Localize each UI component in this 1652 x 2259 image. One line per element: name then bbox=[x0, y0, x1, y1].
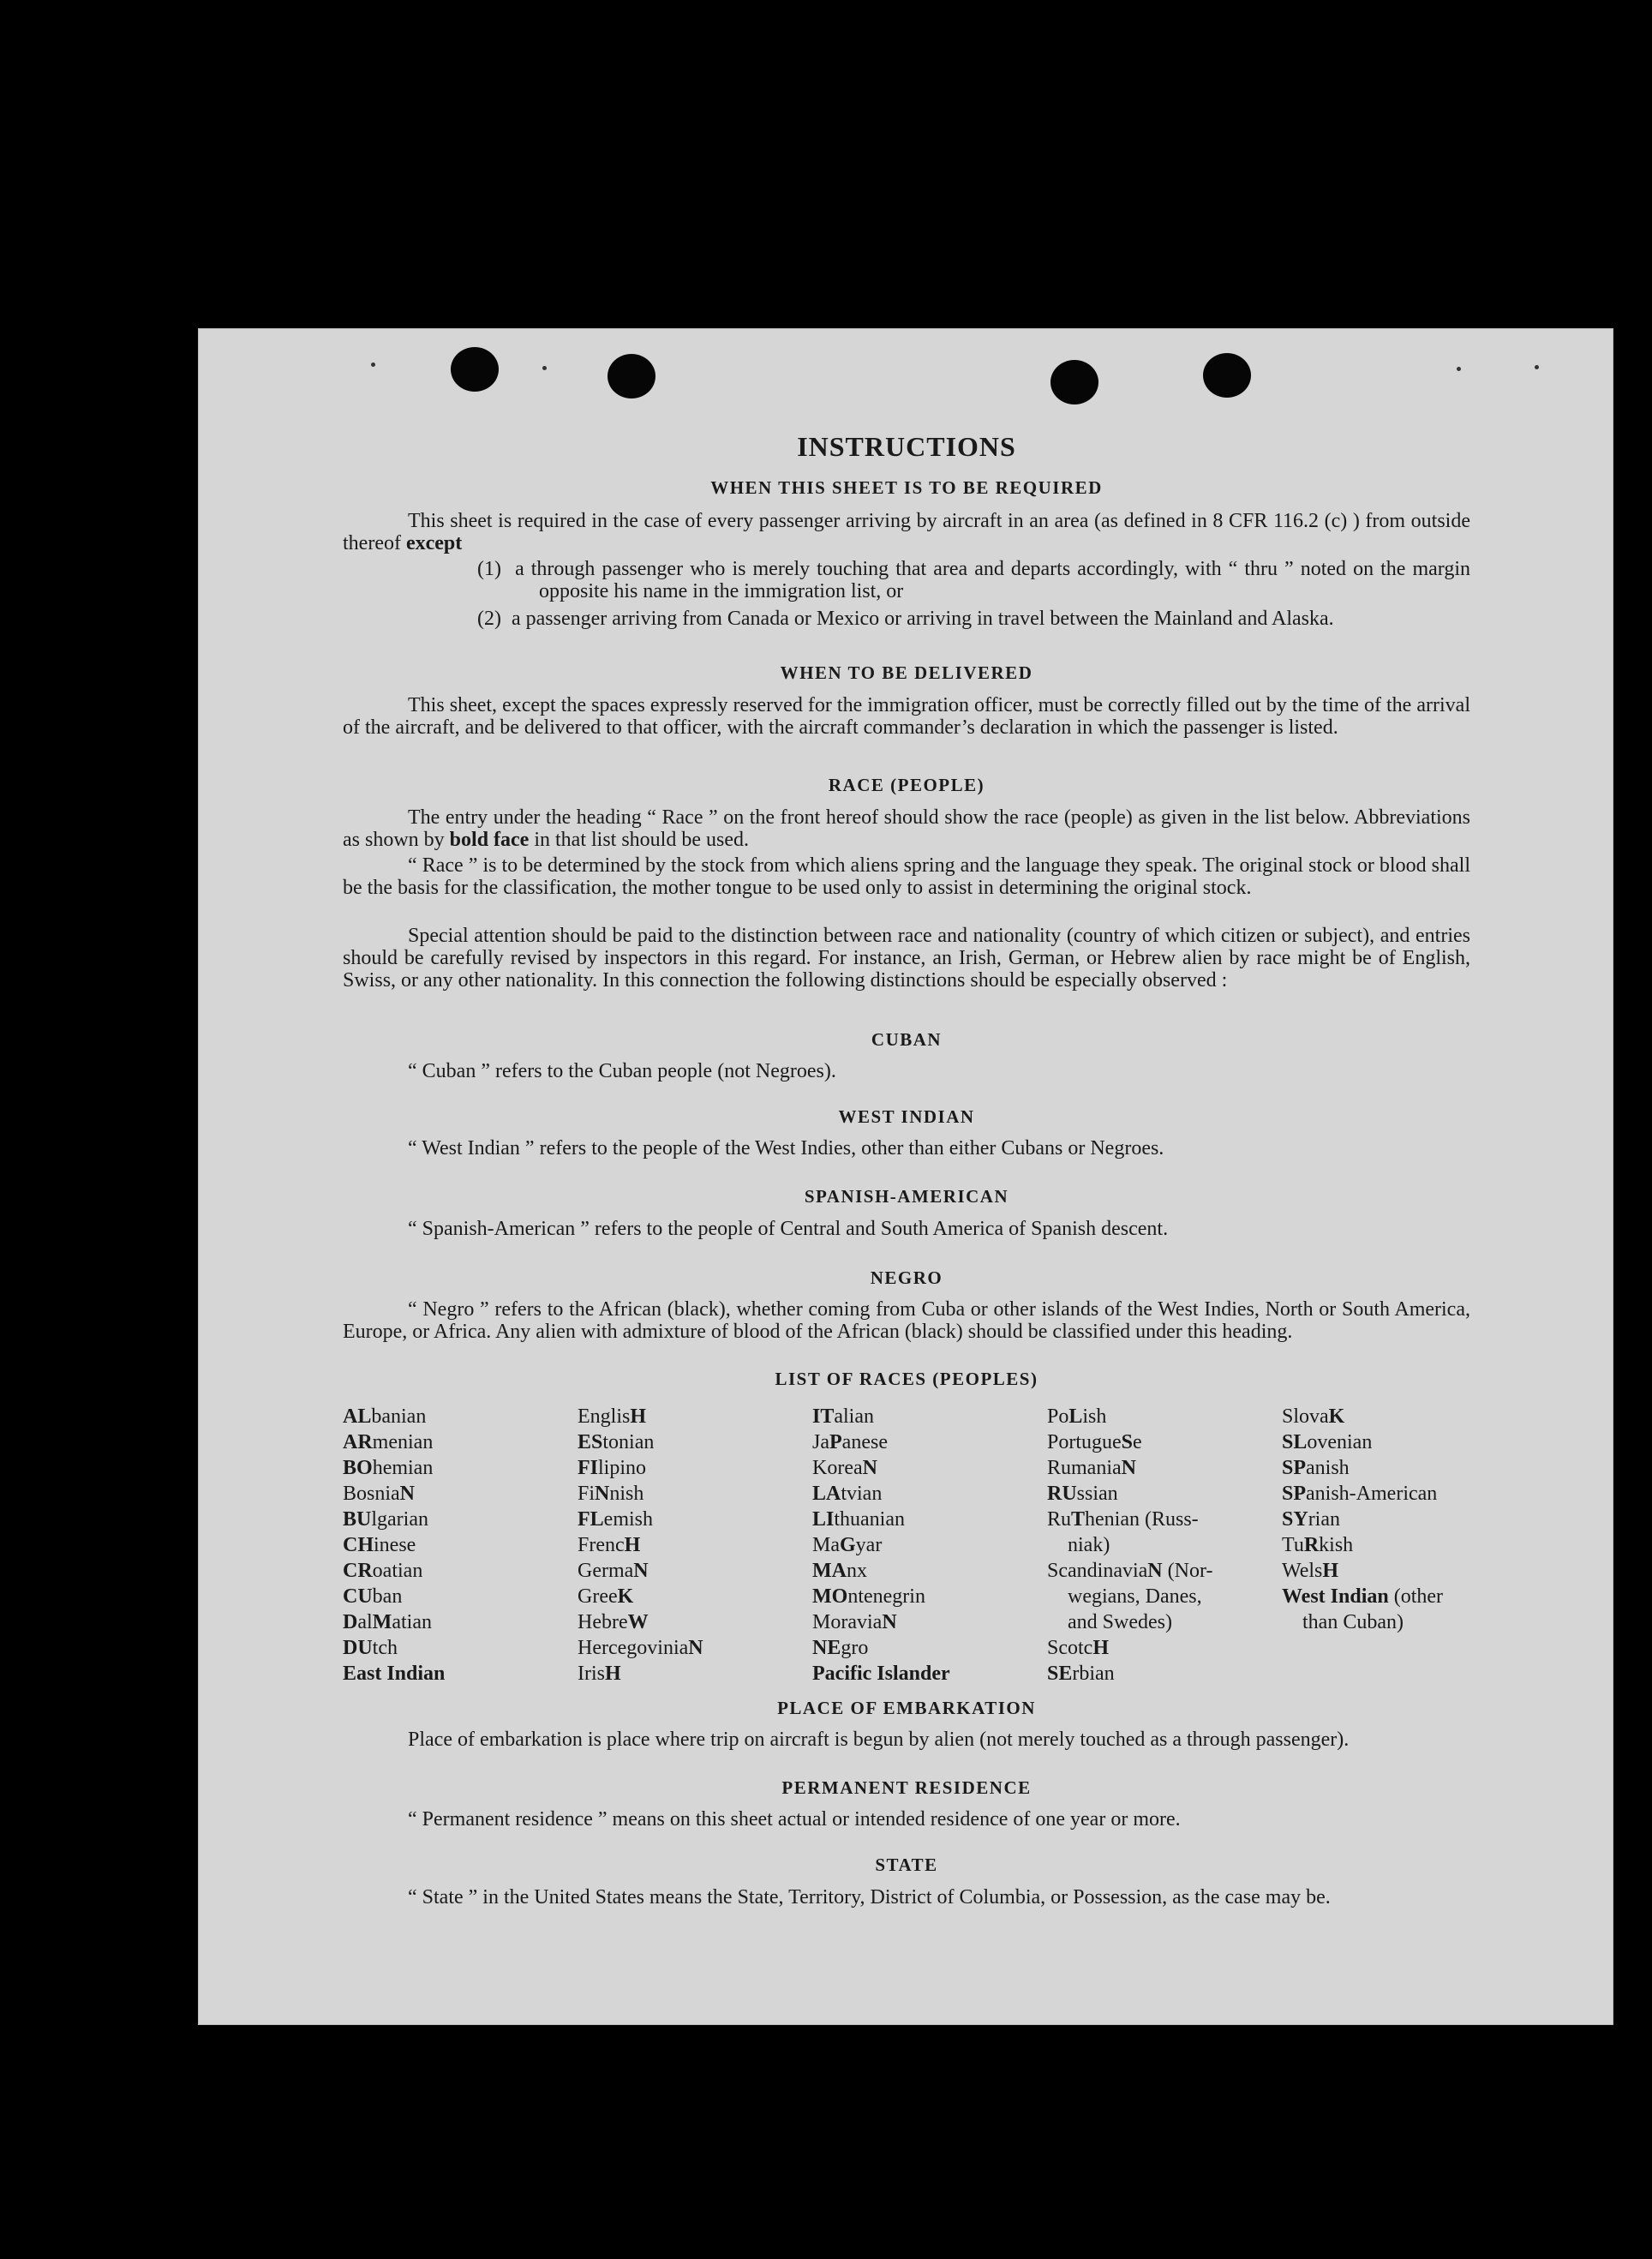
heading-delivered: WHEN TO BE DELIVERED bbox=[780, 662, 1033, 683]
heading-race: RACE (PEOPLE) bbox=[828, 775, 985, 795]
punch-hole bbox=[608, 354, 655, 398]
heading-cuban: CUBAN bbox=[871, 1029, 943, 1050]
race-text: ntenegrin bbox=[847, 1585, 925, 1608]
race-text: Ru bbox=[1047, 1508, 1072, 1531]
race-text: henian (Russ- bbox=[1085, 1508, 1199, 1531]
race-text: Hebre bbox=[578, 1611, 628, 1633]
race-text: Germa bbox=[578, 1560, 634, 1582]
race-entry bbox=[578, 1481, 809, 1507]
race-text: Fi bbox=[578, 1483, 596, 1505]
race-entry bbox=[578, 1609, 809, 1635]
required-item-1 bbox=[477, 558, 1470, 602]
race-text: Tu bbox=[1282, 1534, 1304, 1556]
instruction-sheet bbox=[198, 328, 1613, 2025]
race-entry bbox=[1282, 1584, 1513, 1609]
race-entry bbox=[343, 1609, 574, 1635]
race-text: hemian bbox=[372, 1457, 434, 1479]
race-paragraph-1 bbox=[343, 806, 1470, 851]
race-entry bbox=[1047, 1661, 1278, 1687]
race-text: Wels bbox=[1282, 1560, 1323, 1582]
race-text: thuanian bbox=[834, 1508, 905, 1531]
required-item-2 bbox=[477, 608, 1470, 630]
race-abbrev: Pacific Islander bbox=[812, 1663, 950, 1685]
race-abbrev: MO bbox=[812, 1585, 848, 1608]
race-entry bbox=[812, 1455, 1044, 1481]
race-entry bbox=[812, 1584, 1044, 1609]
race-entry bbox=[343, 1635, 574, 1661]
race-abbrev: CH bbox=[343, 1534, 374, 1556]
race-entry bbox=[1282, 1609, 1513, 1635]
heading-west-indian: WEST INDIAN bbox=[838, 1106, 975, 1127]
races-column bbox=[343, 1404, 574, 1687]
race-abbrev: K bbox=[1328, 1405, 1345, 1428]
race-entry bbox=[812, 1429, 1044, 1455]
race-abbrev: D bbox=[343, 1611, 358, 1633]
race-text: Frenc bbox=[578, 1534, 625, 1556]
race-abbrev: N bbox=[688, 1637, 703, 1659]
race-text: ish bbox=[1082, 1405, 1107, 1428]
race-text: emish bbox=[603, 1508, 653, 1531]
race-abbrev: N bbox=[633, 1560, 649, 1582]
race-abbrev: M bbox=[372, 1611, 392, 1633]
race-text: anish-American bbox=[1306, 1483, 1438, 1505]
race-entry bbox=[343, 1455, 574, 1481]
punch-hole bbox=[451, 347, 499, 392]
race-text: ovenian bbox=[1307, 1431, 1373, 1453]
race-abbrev: T bbox=[1071, 1508, 1086, 1531]
race-text: and Swedes) bbox=[1068, 1611, 1172, 1633]
race-entry bbox=[578, 1532, 809, 1558]
race-abbrev: SP bbox=[1282, 1483, 1307, 1505]
race-abbrev: H bbox=[1092, 1637, 1109, 1659]
race-abbrev: R bbox=[1303, 1534, 1320, 1556]
race-text: ban bbox=[372, 1585, 403, 1608]
races-column bbox=[578, 1404, 809, 1687]
speck bbox=[1535, 365, 1539, 369]
race-entry bbox=[1282, 1429, 1513, 1455]
race-entry bbox=[812, 1507, 1044, 1532]
race-text: Hercegovinia bbox=[578, 1637, 689, 1659]
race-paragraph-3: Special attention should be paid to the distinction between race and nationality (country of which citizen or subject), and entries should be carefully revised by inspectors in this regard. For instance, an Irish, German, or Hebrew alien by race might be of English, Swiss, or any other nationality. In this connection the following distinctions should be especially observed : bbox=[343, 925, 1470, 992]
race-abbrev: FI bbox=[578, 1457, 598, 1479]
negro-text: “ Negro ” refers to the African (black), whether coming from Cuba or other islands of the West Indies, North or South America, Europe, or Africa. Any alien with admixture of blood of the African (black) should be classified under this heading. bbox=[343, 1298, 1470, 1343]
required-intro-text: This sheet is required in the case of every passenger arriving by aircraft in an area (as defined in 8 CFR 116.2 (c) ) from outside thereof bbox=[343, 510, 1470, 554]
race-abbrev: G bbox=[840, 1534, 856, 1556]
race-abbrev: S bbox=[1121, 1431, 1134, 1453]
race-entry bbox=[1047, 1455, 1278, 1481]
race-text: Ma bbox=[812, 1534, 840, 1556]
race-entry bbox=[1282, 1558, 1513, 1584]
race-abbrev: LI bbox=[812, 1508, 835, 1531]
item-number: (1) bbox=[477, 558, 501, 580]
race-text: than Cuban) bbox=[1302, 1611, 1404, 1633]
spanish-american-text: “ Spanish-American ” refers to the people of Central and South America of Spanish descent. bbox=[408, 1218, 1169, 1240]
page-title: INSTRUCTIONS bbox=[797, 431, 1016, 462]
race-text: wegians, Danes, bbox=[1068, 1585, 1202, 1608]
race-text: Bosnia bbox=[343, 1483, 400, 1505]
race-entry bbox=[578, 1429, 809, 1455]
race-entry bbox=[578, 1455, 809, 1481]
race-entry bbox=[343, 1404, 574, 1429]
race-abbrev: CR bbox=[343, 1560, 373, 1582]
race-entry bbox=[1282, 1404, 1513, 1429]
race-text: Po bbox=[1047, 1405, 1069, 1428]
heading-negro: NEGRO bbox=[870, 1267, 943, 1288]
race-abbrev: N bbox=[1121, 1457, 1136, 1479]
race-text: anish bbox=[1306, 1457, 1350, 1479]
race-abbrev: East Indian bbox=[343, 1663, 446, 1685]
race-entry bbox=[343, 1584, 574, 1609]
race-entry bbox=[812, 1532, 1044, 1558]
race-text: (other bbox=[1388, 1585, 1444, 1608]
race-entry bbox=[578, 1661, 809, 1687]
race-text: al bbox=[357, 1611, 373, 1633]
heading-races-list: LIST OF RACES (PEOPLES) bbox=[775, 1369, 1038, 1389]
race-abbrev: MA bbox=[812, 1560, 847, 1582]
embarkation-text: Place of embarkation is place where trip on aircraft is begun by alien (not merely touched as a through passenger). bbox=[408, 1729, 1350, 1751]
required-intro-bold: except bbox=[405, 532, 463, 554]
race-abbrev: NE bbox=[812, 1637, 841, 1659]
race-text: nx bbox=[846, 1560, 867, 1582]
punch-hole bbox=[1050, 360, 1098, 404]
race-abbrev: AL bbox=[343, 1405, 372, 1428]
race-paragraph-2: “ Race ” is to be determined by the stock from which aliens spring and the language they speak. The original stock or blood shall be the basis for the classification, the mother tongue to be used only to assist in determining the original stock. bbox=[343, 854, 1470, 899]
residence-text: “ Permanent residence ” means on this sheet actual or intended residence of one year or more. bbox=[408, 1808, 1181, 1831]
race-text: menian bbox=[372, 1431, 434, 1453]
race-abbrev: CU bbox=[343, 1585, 373, 1608]
race-abbrev: P bbox=[829, 1431, 842, 1453]
race-text: kish bbox=[1319, 1534, 1354, 1556]
race-p1-text-end: in that list should be used. bbox=[534, 829, 749, 851]
race-entry bbox=[1282, 1507, 1513, 1532]
race-entry bbox=[578, 1507, 809, 1532]
race-abbrev: H bbox=[605, 1663, 621, 1685]
race-abbrev: SY bbox=[1282, 1508, 1308, 1531]
delivered-text: This sheet, except the spaces expressly reserved for the immigration officer, must be correctly filled out by the time of the arrival of the aircraft, and be delivered to that officer, with the aircraft commander’s declaration in which the passenger is listed. bbox=[343, 694, 1470, 739]
race-text: atian bbox=[392, 1611, 432, 1633]
race-text: Gree bbox=[578, 1585, 618, 1608]
race-abbrev: N bbox=[1147, 1560, 1163, 1582]
race-abbrev: H bbox=[1322, 1560, 1339, 1582]
required-intro bbox=[343, 510, 1470, 554]
race-text: banian bbox=[371, 1405, 427, 1428]
race-abbrev: IT bbox=[812, 1405, 835, 1428]
race-p1-text: The entry under the heading “ Race ” on the front hereof should show the race (people) as given in the list below. Abbreviations as shown by bbox=[343, 806, 1470, 851]
race-entry bbox=[1047, 1532, 1278, 1558]
race-entry bbox=[812, 1661, 1044, 1687]
race-abbrev: N bbox=[882, 1611, 897, 1633]
race-abbrev: SP bbox=[1282, 1457, 1307, 1479]
item-text: a passenger arriving from Canada or Mexico or arriving in travel between the Mainland and Alaska. bbox=[511, 608, 1334, 630]
race-entry bbox=[1047, 1404, 1278, 1429]
race-text: anese bbox=[841, 1431, 888, 1453]
race-entry bbox=[812, 1558, 1044, 1584]
race-entry bbox=[343, 1558, 574, 1584]
heading-residence: PERMANENT RESIDENCE bbox=[781, 1777, 1032, 1798]
race-abbrev: West Indian bbox=[1282, 1585, 1389, 1608]
heading-state: STATE bbox=[875, 1855, 938, 1875]
heading-required: WHEN THIS SHEET IS TO BE REQUIRED bbox=[710, 477, 1103, 498]
race-entry bbox=[812, 1609, 1044, 1635]
race-entry bbox=[1047, 1481, 1278, 1507]
race-entry bbox=[1047, 1507, 1278, 1532]
race-entry bbox=[1282, 1532, 1513, 1558]
race-entry bbox=[343, 1661, 574, 1687]
race-text: ssian bbox=[1076, 1483, 1118, 1505]
race-entry bbox=[343, 1481, 574, 1507]
races-column bbox=[1282, 1404, 1513, 1635]
race-abbrev: BU bbox=[343, 1508, 372, 1531]
race-entry bbox=[578, 1558, 809, 1584]
race-abbrev: RU bbox=[1047, 1483, 1077, 1505]
race-text: lipino bbox=[598, 1457, 647, 1479]
race-p1-bold: bold face bbox=[449, 829, 530, 851]
race-abbrev: N bbox=[862, 1457, 877, 1479]
speck bbox=[542, 366, 547, 370]
race-text: nish bbox=[609, 1483, 644, 1505]
race-entry bbox=[1282, 1455, 1513, 1481]
race-abbrev: FL bbox=[578, 1508, 604, 1531]
race-abbrev: AR bbox=[343, 1431, 373, 1453]
race-entry bbox=[343, 1429, 574, 1455]
race-text: yar bbox=[855, 1534, 883, 1556]
race-entry bbox=[343, 1507, 574, 1532]
race-text: tonian bbox=[602, 1431, 655, 1453]
state-text: “ State ” in the United States means the State, Territory, District of Columbia, or Possession, as the case may be. bbox=[408, 1886, 1331, 1908]
race-text: oatian bbox=[372, 1560, 423, 1582]
heading-spanish-american: SPANISH-AMERICAN bbox=[804, 1186, 1009, 1207]
race-text: Moravia bbox=[812, 1611, 883, 1633]
race-text: e bbox=[1133, 1431, 1142, 1453]
race-abbrev: H bbox=[624, 1534, 641, 1556]
race-entry bbox=[343, 1532, 574, 1558]
item-text: a through passenger who is merely touching that area and departs accordingly, with “ thru ” noted on the margin opposite his name in the immigration list, or bbox=[515, 558, 1471, 602]
race-entry bbox=[1047, 1429, 1278, 1455]
race-entry bbox=[812, 1404, 1044, 1429]
race-abbrev: DU bbox=[343, 1637, 373, 1659]
race-text: lgarian bbox=[371, 1508, 428, 1531]
west-indian-text: “ West Indian ” refers to the people of the West Indies, other than either Cubans or Negroes. bbox=[408, 1137, 1164, 1159]
speck bbox=[371, 363, 375, 367]
race-entry bbox=[578, 1635, 809, 1661]
race-abbrev: BO bbox=[343, 1457, 373, 1479]
race-abbrev: N bbox=[399, 1483, 416, 1505]
race-text: Scandinavia bbox=[1047, 1560, 1148, 1582]
race-text: Korea bbox=[812, 1457, 863, 1479]
race-text: (Nor- bbox=[1162, 1560, 1213, 1582]
race-text: Iris bbox=[578, 1663, 605, 1685]
race-text: tch bbox=[372, 1637, 398, 1659]
race-entry bbox=[1047, 1558, 1278, 1584]
race-entry bbox=[1047, 1584, 1278, 1609]
cuban-text: “ Cuban ” refers to the Cuban people (not Negroes). bbox=[408, 1060, 836, 1082]
race-entry bbox=[578, 1584, 809, 1609]
speck bbox=[1457, 367, 1461, 371]
race-entry bbox=[812, 1481, 1044, 1507]
race-text: Ja bbox=[812, 1431, 829, 1453]
item-number: (2) bbox=[477, 608, 501, 630]
race-text: inese bbox=[374, 1534, 416, 1556]
race-text: Rumania bbox=[1047, 1457, 1122, 1479]
races-column bbox=[1047, 1404, 1278, 1687]
race-text: rian bbox=[1308, 1508, 1340, 1531]
race-abbrev: H bbox=[630, 1405, 647, 1428]
race-abbrev: LA bbox=[812, 1483, 841, 1505]
heading-embarkation: PLACE OF EMBARKATION bbox=[777, 1698, 1036, 1718]
race-text: Englis bbox=[578, 1405, 631, 1428]
race-text: niak) bbox=[1068, 1534, 1110, 1556]
race-entry bbox=[1047, 1609, 1278, 1635]
race-abbrev: SL bbox=[1282, 1431, 1308, 1453]
races-column bbox=[812, 1404, 1044, 1687]
race-abbrev: W bbox=[627, 1611, 649, 1633]
race-abbrev: ES bbox=[578, 1431, 603, 1453]
race-abbrev: SE bbox=[1047, 1663, 1073, 1685]
race-abbrev: L bbox=[1068, 1405, 1083, 1428]
race-text: rbian bbox=[1072, 1663, 1115, 1685]
race-text: alian bbox=[834, 1405, 874, 1428]
punch-hole bbox=[1203, 353, 1251, 398]
race-text: tvian bbox=[841, 1483, 883, 1505]
race-entry bbox=[1047, 1635, 1278, 1661]
race-text: gro bbox=[841, 1637, 869, 1659]
race-abbrev: N bbox=[595, 1483, 610, 1505]
race-text: Scotc bbox=[1047, 1637, 1093, 1659]
race-abbrev: K bbox=[617, 1585, 634, 1608]
race-entry bbox=[812, 1635, 1044, 1661]
race-text: Slova bbox=[1282, 1405, 1329, 1428]
race-entry bbox=[578, 1404, 809, 1429]
race-entry bbox=[1282, 1481, 1513, 1507]
race-text: Portugue bbox=[1047, 1431, 1122, 1453]
